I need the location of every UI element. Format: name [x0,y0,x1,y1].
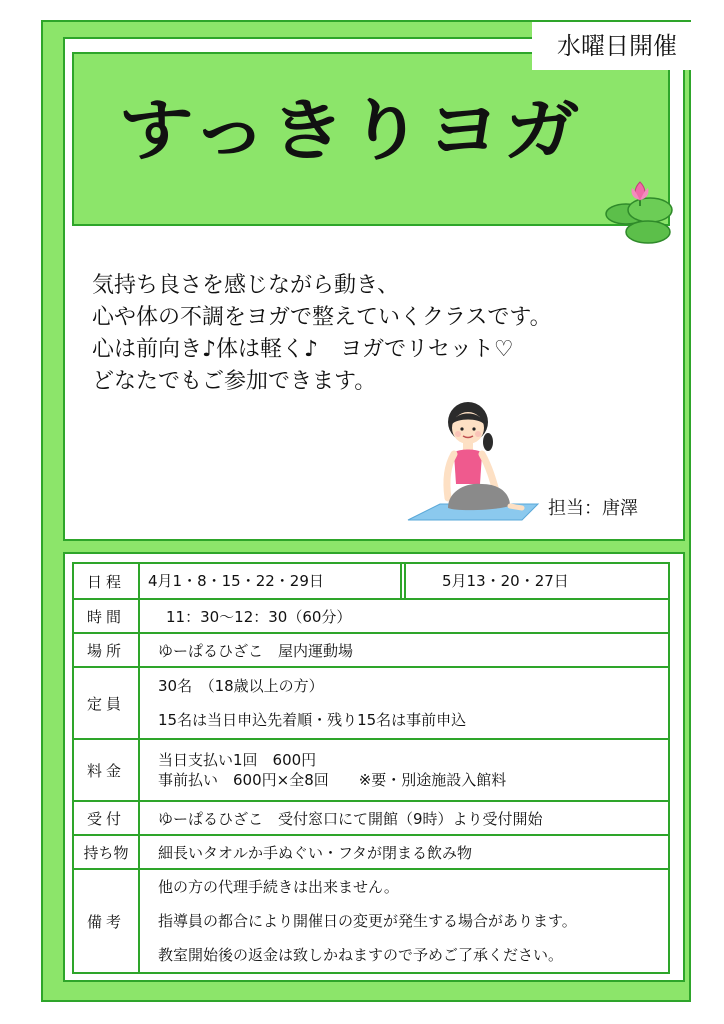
table-row [73,835,669,869]
belongings-value: 細長いタオルか手ぬぐい・フタが閉まる飲み物 [139,835,669,869]
fee-label: 料金 [73,739,139,801]
notes-line: 教室開始後の返金は致しかねますので予めご了承ください。 [158,946,564,964]
description-line: 心は前向き♪体は軽く♪ ヨガでリセット♡ [92,337,514,362]
table-row [73,599,669,633]
yoga-woman-illustration [398,398,548,532]
reception-value: ゆーぱるひざこ 受付窓口にて開館（9時）より受付開始 [139,801,669,835]
notes-label: 備考 [73,869,139,973]
belongings-label: 持ち物 [73,835,139,869]
table-row [73,633,669,667]
place-value: ゆーぱるひざこ 屋内運動場 [139,633,669,667]
teacher-name: 担当：唐澤 [548,498,638,519]
capacity-cell [139,667,669,739]
table-row [73,739,669,801]
fee-line: 事前払い 600円×全8回 ※要・別途施設入館料 [158,771,507,789]
table-row [73,801,669,835]
capacity-line: 15名は当日申込先着順・残り15名は事前申込 [158,711,467,729]
schedule-april: 4月1・8・15・22・29日 [140,564,402,598]
capacity-line: 30名 （18歳以上の方） [158,677,324,695]
description-line: 心や体の不調をヨガで整えていくクラスです。 [92,305,552,330]
class-info-table [72,562,670,974]
schedule-label: 日程 [73,563,139,599]
description [92,270,552,398]
table-row [73,667,669,739]
notes-cell [139,869,669,973]
notes-line: 指導員の都合により開催日の変更が発生する場合があります。 [158,912,577,930]
time-value: 11：30～12：30（60分） [139,599,669,633]
schedule-cell [139,563,669,599]
fee-line: 当日支払い1回 600円 [158,751,317,769]
notes-line: 他の方の代理手続きは出来ません。 [158,878,399,896]
description-line: どなたでもご参加できます。 [92,369,377,394]
lotus-illustration [600,178,680,252]
schedule-may: 5月13・20・27日 [404,564,668,598]
day-badge: 水曜日開催 [532,22,702,70]
place-label: 場所 [73,633,139,667]
table-row [73,869,669,973]
fee-cell [139,739,669,801]
reception-label: 受付 [73,801,139,835]
table-row [73,563,669,599]
capacity-label: 定員 [73,667,139,739]
page-title: すっきりヨガ [118,91,582,170]
description-line: 気持ち良さを感じながら動き、 [92,273,400,298]
time-label: 時間 [73,599,139,633]
